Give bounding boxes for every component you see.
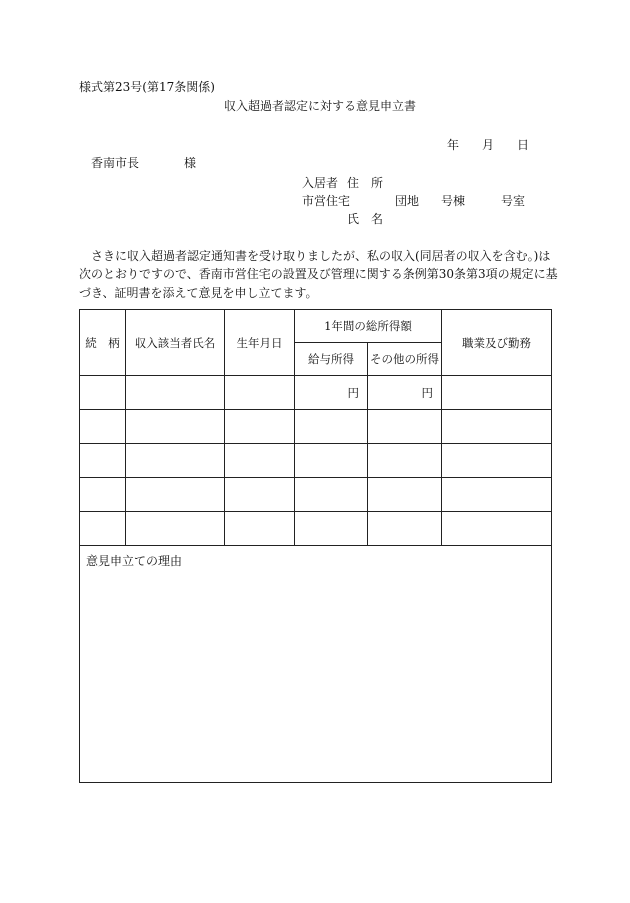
income-table [79, 309, 552, 546]
reason-box[interactable] [79, 546, 552, 783]
relation-cell[interactable] [80, 444, 126, 478]
other-income-cell[interactable] [368, 410, 442, 444]
occupation-cell[interactable] [442, 444, 552, 478]
room-label: 号室 [501, 194, 526, 208]
table-row [80, 376, 552, 410]
housing-label: 市営住宅 [302, 194, 351, 208]
header-occupation: 職業及び勤務 [442, 310, 552, 376]
birthdate-cell[interactable] [225, 376, 295, 410]
date-month: 月 [482, 138, 495, 152]
relation-cell[interactable] [80, 410, 126, 444]
name-cell[interactable] [126, 410, 225, 444]
building-label: 号棟 [441, 194, 466, 208]
salary-income-cell[interactable] [295, 444, 368, 478]
header-salary-income: 給与所得 [295, 343, 368, 376]
table-row [80, 444, 552, 478]
form-number: 様式第23号(第17条関係) [79, 80, 215, 94]
salary-income-cell[interactable]: 円 [295, 376, 368, 410]
body-line-2: 次のとおりですので、香南市営住宅の設置及び管理に関する条例第30条第3項の規定に基 [79, 267, 558, 281]
table-row [80, 512, 552, 546]
occupation-cell[interactable] [442, 376, 552, 410]
resident-label: 入居者 [302, 176, 339, 190]
birthdate-cell[interactable] [225, 512, 295, 546]
other-income-cell[interactable] [368, 478, 442, 512]
body-line-1: さきに収入超過者認定通知書を受け取りましたが、私の収入(同居者の収入を含む。)は [91, 249, 551, 263]
table-row [80, 410, 552, 444]
reason-label: 意見申立ての理由 [86, 554, 183, 568]
danchi-label: 団地 [395, 194, 420, 208]
header-birthdate: 生年月日 [225, 310, 295, 376]
relation-cell[interactable] [80, 376, 126, 410]
body-line-3: づき、証明書を添えて意見を申し立てます。 [79, 286, 318, 300]
header-annual-income: 1年間の総所得額 [295, 310, 442, 343]
other-income-cell[interactable] [368, 512, 442, 546]
date-year: 年 [447, 138, 460, 152]
other-income-cell[interactable] [368, 444, 442, 478]
relation-cell[interactable] [80, 478, 126, 512]
date-day: 日 [517, 138, 530, 152]
name-cell[interactable] [126, 444, 225, 478]
salary-income-cell[interactable] [295, 478, 368, 512]
occupation-cell[interactable] [442, 478, 552, 512]
document-title: 収入超過者認定に対する意見申立書 [224, 99, 417, 113]
birthdate-cell[interactable] [225, 478, 295, 512]
birthdate-cell[interactable] [225, 444, 295, 478]
birthdate-cell[interactable] [225, 410, 295, 444]
header-relation: 続 柄 [80, 310, 126, 376]
addressee-honorific: 様 [184, 156, 197, 170]
name-cell[interactable] [126, 512, 225, 546]
table-row [80, 478, 552, 512]
salary-income-cell[interactable] [295, 512, 368, 546]
header-other-income: その他の所得 [368, 343, 442, 376]
header-name: 収入該当者氏名 [126, 310, 225, 376]
name-cell[interactable] [126, 376, 225, 410]
name-cell[interactable] [126, 478, 225, 512]
address-label: 住 所 [347, 176, 384, 190]
name-label: 氏 名 [347, 212, 384, 226]
other-income-cell[interactable]: 円 [368, 376, 442, 410]
occupation-cell[interactable] [442, 410, 552, 444]
occupation-cell[interactable] [442, 512, 552, 546]
addressee-name: 香南市長 [91, 156, 140, 170]
relation-cell[interactable] [80, 512, 126, 546]
salary-income-cell[interactable] [295, 410, 368, 444]
